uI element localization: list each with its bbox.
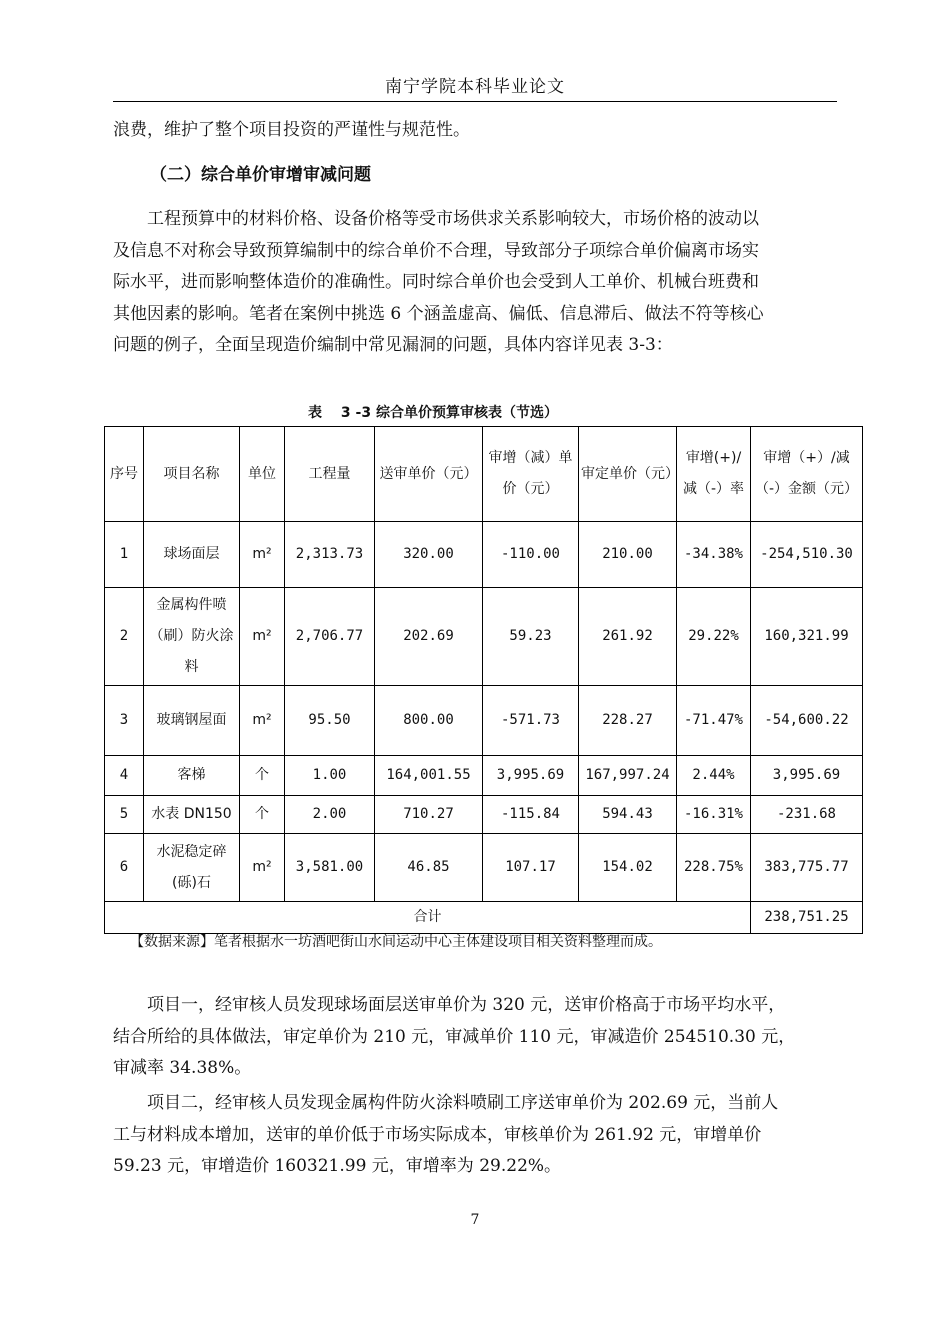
cell-no: 5 bbox=[105, 796, 144, 834]
table-row bbox=[105, 834, 863, 902]
header-cell: 审增（+）/减（-）金额（元） bbox=[751, 427, 863, 522]
body-paragraph bbox=[113, 204, 837, 362]
cell-no: 4 bbox=[105, 756, 144, 796]
cell-rate: -34.38% bbox=[677, 522, 751, 588]
cell-amount: 383,775.77 bbox=[751, 834, 863, 902]
cell-qty: 2,313.73 bbox=[285, 522, 375, 588]
total-label: 合计 bbox=[105, 902, 751, 934]
table-header-row bbox=[105, 427, 863, 522]
cell-unit: m² bbox=[240, 588, 285, 686]
cell-submitted: 46.85 bbox=[375, 834, 483, 902]
paragraph-line: 项目二，经审核人员发现金属构件防火涂料喷刷工序送审单价为 202.69 元，当前人 bbox=[147, 1093, 779, 1113]
cell-rate: -71.47% bbox=[677, 686, 751, 756]
cell-amount: 3,995.69 bbox=[751, 756, 863, 796]
cell-amount: -231.68 bbox=[751, 796, 863, 834]
cell-rate: 228.75% bbox=[677, 834, 751, 902]
cell-amount: -54,600.22 bbox=[751, 686, 863, 756]
cell-name: 水表 DN150 bbox=[144, 796, 240, 834]
cell-unit: m² bbox=[240, 834, 285, 902]
cell-submitted: 710.27 bbox=[375, 796, 483, 834]
cell-qty: 2,706.77 bbox=[285, 588, 375, 686]
cell-qty: 95.50 bbox=[285, 686, 375, 756]
paragraph-line: 其他因素的影响。笔者在案例中挑选 6 个涵盖虚高、偏低、信息滞后、做法不符等核心 bbox=[113, 303, 764, 324]
table-row bbox=[105, 756, 863, 796]
cell-unit: 个 bbox=[240, 796, 285, 834]
cell-name: 客梯 bbox=[144, 756, 240, 796]
cell-submitted: 320.00 bbox=[375, 522, 483, 588]
page-number: 7 bbox=[470, 1212, 480, 1228]
section-heading: （二）综合单价审增审减问题 bbox=[150, 165, 371, 185]
cell-no: 3 bbox=[105, 686, 144, 756]
header-cell: 序号 bbox=[105, 427, 144, 522]
cell-name: 水泥稳定碎(砾)石 bbox=[144, 834, 240, 902]
table-row bbox=[105, 796, 863, 834]
cell-no: 6 bbox=[105, 834, 144, 902]
cell-unit: m² bbox=[240, 686, 285, 756]
cell-approved: 210.00 bbox=[579, 522, 677, 588]
cell-submitted: 202.69 bbox=[375, 588, 483, 686]
cell-unit: 个 bbox=[240, 756, 285, 796]
data-source-note: 【数据来源】笔者根据水一坊酒吧街山水间运动中心主体建设项目相关资料整理而成。 bbox=[130, 934, 662, 950]
audit-table bbox=[104, 426, 863, 934]
cell-change: 3,995.69 bbox=[483, 756, 579, 796]
cell-approved: 261.92 bbox=[579, 588, 677, 686]
cell-no: 1 bbox=[105, 522, 144, 588]
cell-approved: 594.43 bbox=[579, 796, 677, 834]
table-row bbox=[105, 588, 863, 686]
cell-change: 59.23 bbox=[483, 588, 579, 686]
table-row bbox=[105, 686, 863, 756]
cell-rate: 2.44% bbox=[677, 756, 751, 796]
table-row bbox=[105, 522, 863, 588]
cell-qty: 2.00 bbox=[285, 796, 375, 834]
header-cell: 项目名称 bbox=[144, 427, 240, 522]
header-cell: 单位 bbox=[240, 427, 285, 522]
cell-approved: 154.02 bbox=[579, 834, 677, 902]
intro-line: 浪费，维护了整个项目投资的严谨性与规范性。 bbox=[113, 120, 470, 140]
item-one-paragraph bbox=[113, 990, 837, 1085]
header-cell: 审定单价（元） bbox=[579, 427, 677, 522]
table-total-row bbox=[105, 902, 863, 934]
cell-qty: 3,581.00 bbox=[285, 834, 375, 902]
header-rule bbox=[113, 101, 837, 102]
header-cell: 审增(+)/减（-）率 bbox=[677, 427, 751, 522]
total-value: 238,751.25 bbox=[751, 902, 863, 934]
paragraph-line: 工程预算中的材料价格、设备价格等受市场供求关系影响较大，市场价格的波动以 bbox=[147, 209, 759, 229]
cell-approved: 228.27 bbox=[579, 686, 677, 756]
running-header: 南宁学院本科毕业论文 bbox=[385, 77, 565, 97]
cell-approved: 167,997.24 bbox=[579, 756, 677, 796]
paragraph-line: 工与材料成本增加，送审的单价低于市场实际成本，审核单价为 261.92 元，审增单价 bbox=[113, 1124, 762, 1145]
cell-amount: 160,321.99 bbox=[751, 588, 863, 686]
cell-amount: -254,510.30 bbox=[751, 522, 863, 588]
cell-name: 球场面层 bbox=[144, 522, 240, 588]
cell-change: -571.73 bbox=[483, 686, 579, 756]
paragraph-line: 及信息不对称会导致预算编制中的综合单价不合理，导致部分子项综合单价偏离市场实 bbox=[113, 240, 759, 261]
paragraph-line: 结合所给的具体做法，审定单价为 210 元，审减单价 110 元，审减造价 254510.30 元， bbox=[113, 1026, 796, 1047]
header-cell: 工程量 bbox=[285, 427, 375, 522]
cell-name: 金属构件喷（刷）防火涂料 bbox=[144, 588, 240, 686]
cell-change: -115.84 bbox=[483, 796, 579, 834]
item-two-paragraph bbox=[113, 1088, 837, 1183]
cell-no: 2 bbox=[105, 588, 144, 686]
paragraph-line: 审减率 34.38%。 bbox=[113, 1058, 252, 1078]
paragraph-line: 项目一，经审核人员发现球场面层送审单价为 320 元，送审价格高于市场平均水平， bbox=[147, 995, 786, 1015]
header-cell: 送审单价（元） bbox=[375, 427, 483, 522]
cell-qty: 1.00 bbox=[285, 756, 375, 796]
cell-unit: m² bbox=[240, 522, 285, 588]
table-caption: 表 3 -3 综合单价预算审核表（节选） bbox=[308, 405, 558, 421]
paragraph-line: 际水平，进而影响整体造价的准确性。同时综合单价也会受到人工单价、机械台班费和 bbox=[113, 272, 759, 292]
cell-change: -110.00 bbox=[483, 522, 579, 588]
cell-submitted: 164,001.55 bbox=[375, 756, 483, 796]
paragraph-line: 59.23 元，审增造价 160321.99 元，审增率为 29.22%。 bbox=[113, 1156, 562, 1176]
paragraph-line: 问题的例子，全面呈现造价编制中常见漏洞的问题，具体内容详见表 3-3： bbox=[113, 335, 673, 355]
cell-submitted: 800.00 bbox=[375, 686, 483, 756]
cell-rate: 29.22% bbox=[677, 588, 751, 686]
cell-rate: -16.31% bbox=[677, 796, 751, 834]
cell-change: 107.17 bbox=[483, 834, 579, 902]
cell-name: 玻璃钢屋面 bbox=[144, 686, 240, 756]
header-cell: 审增（减）单价（元） bbox=[483, 427, 579, 522]
